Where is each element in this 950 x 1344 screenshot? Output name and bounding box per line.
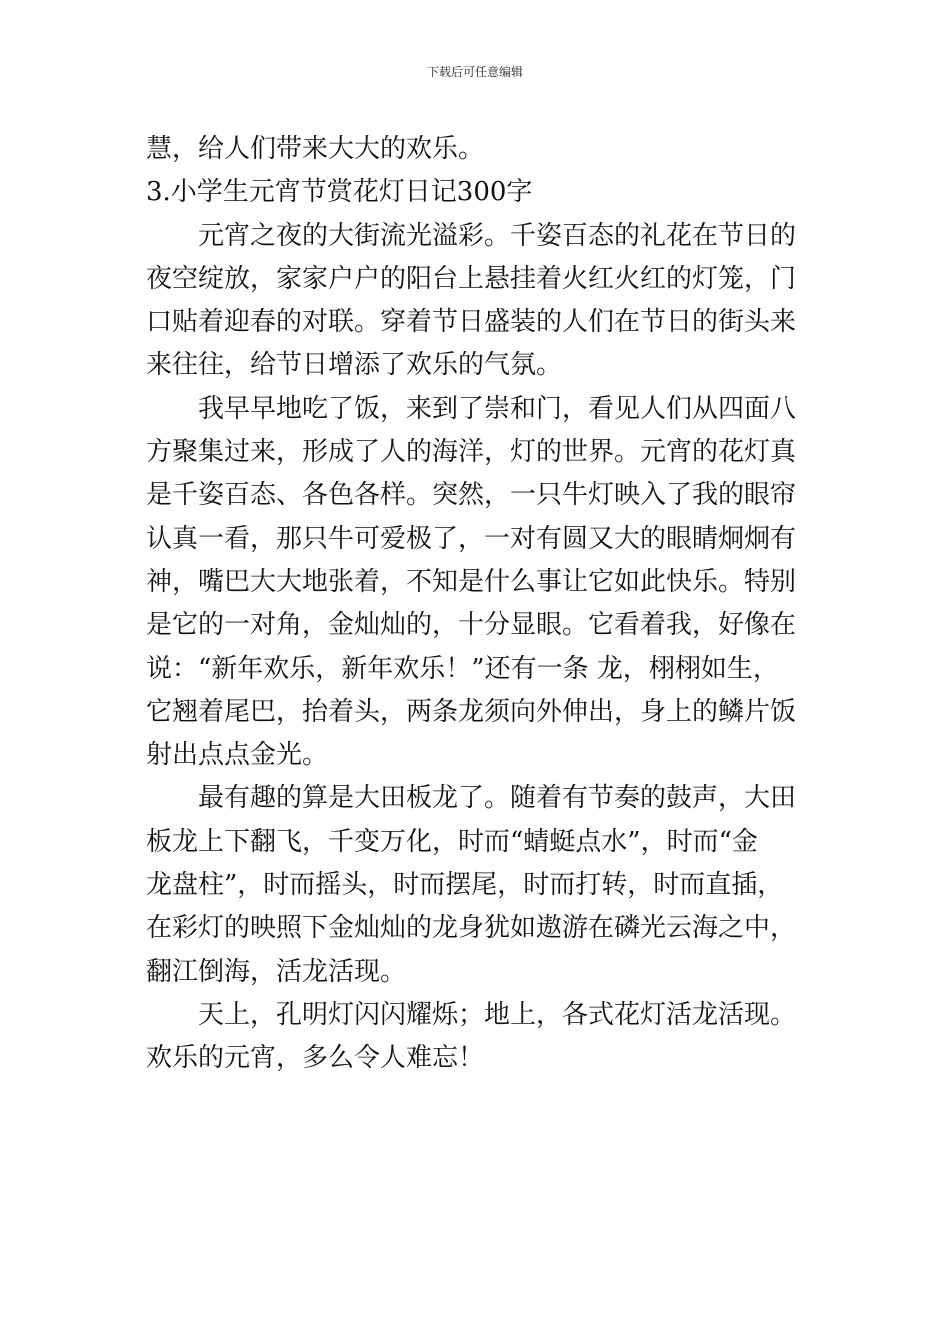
text-line: 它翘着尾巴，抬着头，两条龙须向外伸出，身上的鳞片饭 (146, 696, 797, 727)
text-line: 天上，孔明灯闪闪耀烁；地上，各式花灯活龙活现。 (198, 999, 797, 1030)
text-line: 龙盘柱”，时而摇头，时而摆尾，时而打转，时而直插， (146, 870, 784, 901)
text-line: 方聚集过来，形成了人的海洋，灯的世界。元宵的花灯真 (146, 437, 797, 468)
document-body (146, 128, 808, 1081)
text-line: 神，嘴巴大大地张着，不知是什么事让它如此快乐。特别 (146, 566, 797, 597)
text-line: 认真一看，那只牛可爱极了，一对有圆又大的眼睛炯炯有 (146, 523, 797, 554)
text-line: 板龙上下翻飞，千变万化，时而“蜻蜓点水”，时而“金 (146, 826, 758, 857)
text-line: 翻江倒海，活龙活现。 (146, 956, 407, 987)
text-line: 最有趣的算是大田板龙了。随着有节奏的鼓声，大田 (198, 783, 797, 814)
text-line: 来往往，给节日增添了欢乐的气氛。 (146, 350, 563, 381)
text-line: 夜空绽放，家家户户的阳台上悬挂着火红火红的灯笼，门 (146, 263, 797, 294)
text-line: 射出点点金光。 (146, 740, 329, 771)
text-line: 说：“新年欢乐，新年欢乐！”还有一条 龙，栩栩如生， (146, 653, 779, 684)
text-line: 口贴着迎春的对联。穿着节日盛装的人们在节日的街头来 (146, 307, 797, 338)
text-line: 是千姿百态、各色各样。突然，一只牛灯映入了我的眼帘 (146, 480, 797, 511)
text-line: 元宵之夜的大街流光溢彩。千姿百态的礼花在节日的 (198, 220, 797, 251)
section-title: 3.小学生元宵节赏花灯日记300字 (146, 177, 533, 208)
text-line: 是它的一对角，金灿灿的，十分显眼。它看着我，好像在 (146, 610, 797, 641)
text-line: 欢乐的元宵，多么令人难忘！ (146, 1043, 485, 1074)
page-header: 下载后可任意编辑 (426, 65, 523, 79)
text-line: 慧，给人们带来大大的欢乐。 (146, 134, 485, 164)
text-line: 我早早地吃了饭，来到了崇和门，看见人们从四面八 (198, 393, 797, 424)
text-line: 在彩灯的映照下金灿灿的龙身犹如遨游在磷光云海之中， (146, 913, 797, 944)
